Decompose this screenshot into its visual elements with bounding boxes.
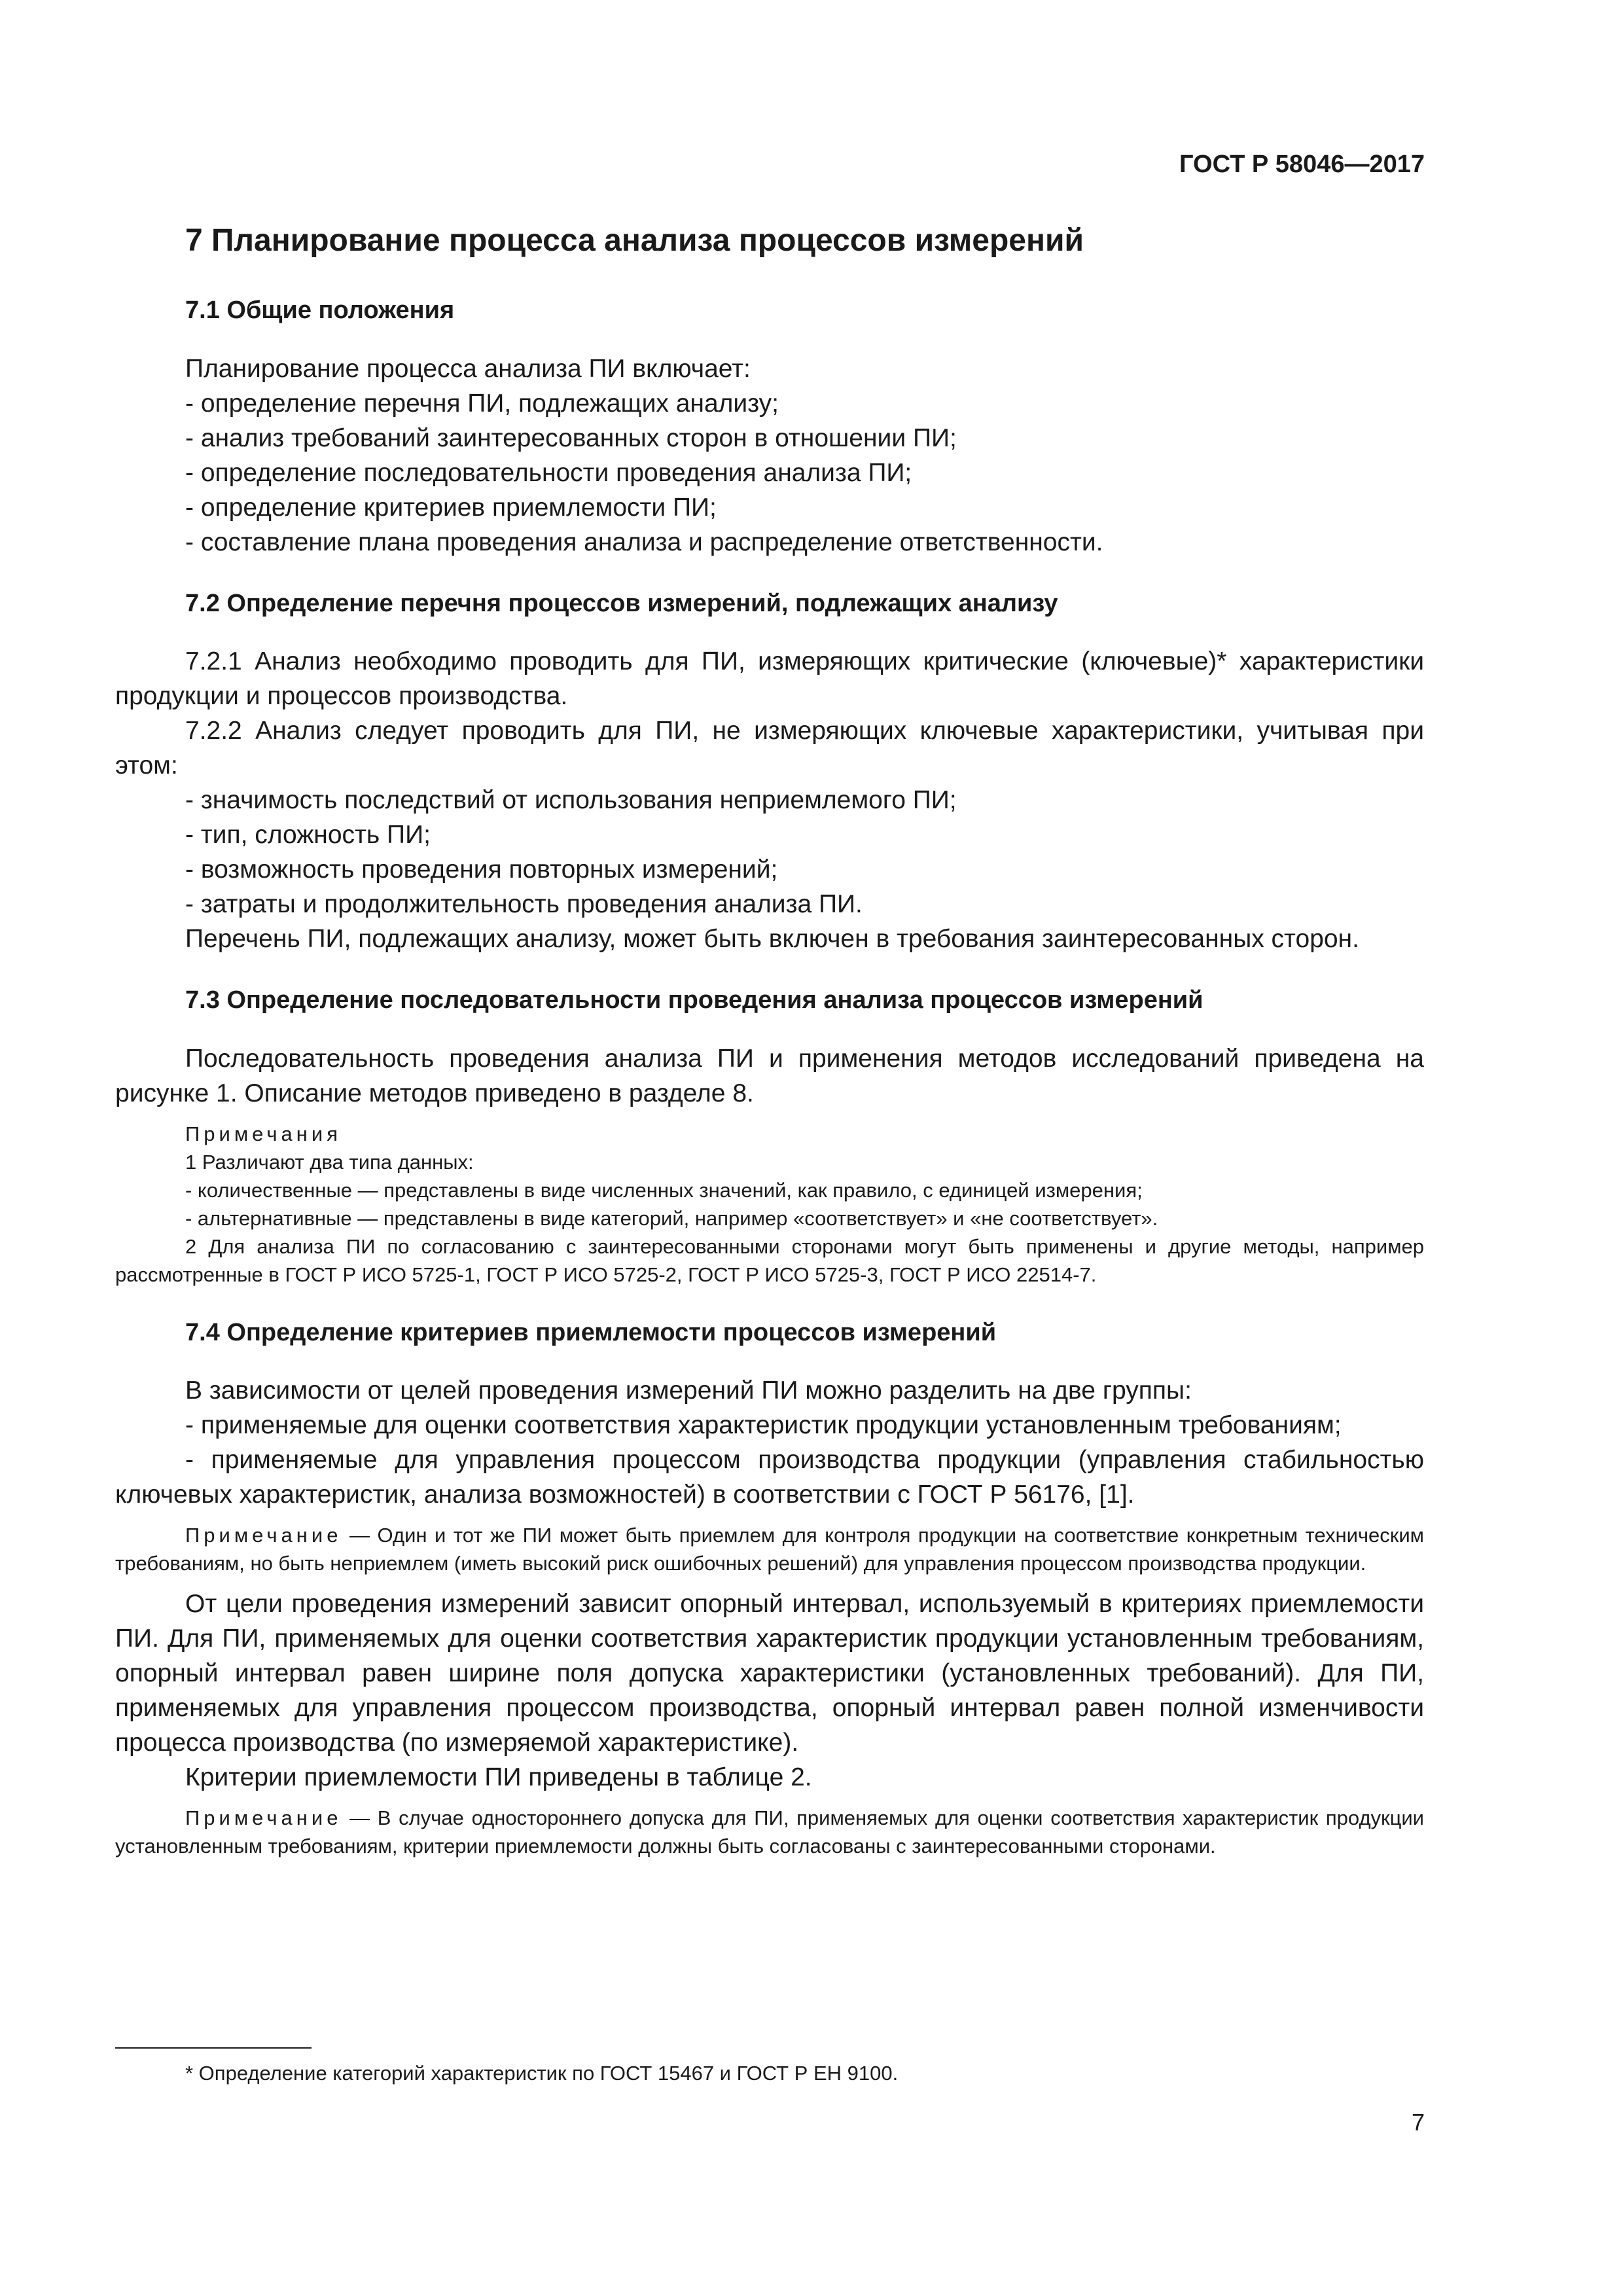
- notes-label: Примечания: [185, 1122, 342, 1145]
- paragraph: В зависимости от целей проведения измерений ПИ можно разделить на две группы:: [185, 1376, 1192, 1405]
- list-item: - определение последовательности проведения анализа ПИ;: [185, 458, 912, 487]
- list-item: - анализ требований заинтересованных сторон в отношении ПИ;: [185, 423, 957, 452]
- paragraph: Критерии приемлемости ПИ приведены в таблице 2.: [185, 1763, 812, 1792]
- paragraph: Последовательность проведения анализа ПИ и применения методов исследований приведена на рисунке 1. Описание методов приведено в разделе 8.: [115, 1044, 1424, 1107]
- footnote: * Определение категорий характеристик по ГОСТ 15467 и ГОСТ Р ЕН 9100.: [185, 2062, 899, 2085]
- list-item: - тип, сложность ПИ;: [185, 821, 431, 850]
- section-title: 7 Планирование процесса анализа процессов измерений: [185, 223, 1084, 258]
- list-item: - определение критериев приемлемости ПИ;: [185, 493, 717, 522]
- paragraph: От цели проведения измерений зависит опорный интервал, используемый в критериях приемлемости ПИ. Для ПИ, применяемых для оценки соответствия характеристик продукции установленным требованиям, опорный интервал равен ширине поля допуска характеристики (установленных требований). Для ПИ, применяемых для управления процессом производства, опорный интервал равен полной изменчивости процесса производства (по измеряемой характеристике).: [115, 1590, 1424, 1757]
- note: [115, 1804, 1424, 1860]
- note: 1 Различают два типа данных:: [185, 1150, 474, 1174]
- list-item: - применяемые для оценки соответствия характеристик продукции установленным требованиям;: [185, 1411, 1342, 1440]
- list-item: - значимость последствий от использования неприемлемого ПИ;: [185, 786, 957, 815]
- paragraph: 7.2.2 Анализ следует проводить для ПИ, не измеряющих ключевые характеристики, учитывая при этом:: [115, 717, 1424, 780]
- page-content: [115, 223, 1424, 1860]
- page-number: 7: [1411, 2109, 1425, 2136]
- subsection-7-3-title: 7.3 Определение последовательности проведения анализа процессов измерений: [185, 986, 1204, 1014]
- paragraph: Планирование процесса анализа ПИ включает:: [185, 354, 751, 383]
- note-text: — В случае одностороннего допуска для ПИ, применяемых для оценки соответствия характеристик продукции установленным требованиям, критерии приемлемости должны быть согласованы с заинтересованными сторонами.: [115, 1806, 1424, 1858]
- list-item: - затраты и продолжительность проведения анализа ПИ.: [185, 890, 863, 919]
- subsection-7-4-title: 7.4 Определение критериев приемлемости процессов измерений: [185, 1318, 997, 1346]
- note: [115, 1521, 1424, 1577]
- note: - альтернативные — представлены в виде категорий, например «соответствует» и «не соответствует».: [185, 1206, 1158, 1230]
- note-text: — Один и тот же ПИ может быть приемлем для контроля продукции на соответствие конкретным техническим требованиям, но быть неприемлем (иметь высокий риск ошибочных решений) для управления процессом производства продукции.: [115, 1524, 1424, 1575]
- list-item: - определение перечня ПИ, подлежащих анализу;: [185, 389, 779, 418]
- list-item: - составление плана проведения анализа и распределение ответственности.: [185, 528, 1103, 556]
- footnote-divider: [115, 2047, 312, 2049]
- note-label: Примечание: [185, 1806, 342, 1830]
- paragraph: 7.2.1 Анализ необходимо проводить для ПИ, измеряющих критические (ключевые)* характеристики продукции и процессов производства.: [115, 647, 1424, 711]
- document-id-header: ГОСТ Р 58046—2017: [1179, 151, 1425, 178]
- list-item: - возможность проведения повторных измерений;: [185, 855, 778, 884]
- list-item: - применяемые для управления процессом производства продукции (управления стабильностью ключевых характеристик, анализа возможностей) в соответствии с ГОСТ Р 56176, [1].: [115, 1446, 1424, 1509]
- subsection-7-1-title: 7.1 Общие положения: [185, 296, 455, 325]
- note: 2 Для анализа ПИ по согласованию с заинтересованными сторонами могут быть применены и другие методы, например рассмотренные в ГОСТ Р ИСО 5725-1, ГОСТ Р ИСО 5725-2, ГОСТ Р ИСО 5725-3, ГОСТ Р ИСО 22514-7.: [115, 1234, 1424, 1286]
- note-label: Примечание: [185, 1524, 342, 1547]
- subsection-7-2-title: 7.2 Определение перечня процессов измерений, подлежащих анализу: [185, 589, 1058, 617]
- note: - количественные — представлены в виде численных значений, как правило, с единицей измерения;: [185, 1178, 1143, 1202]
- paragraph: Перечень ПИ, подлежащих анализу, может быть включен в требования заинтересованных сторон.: [185, 925, 1359, 954]
